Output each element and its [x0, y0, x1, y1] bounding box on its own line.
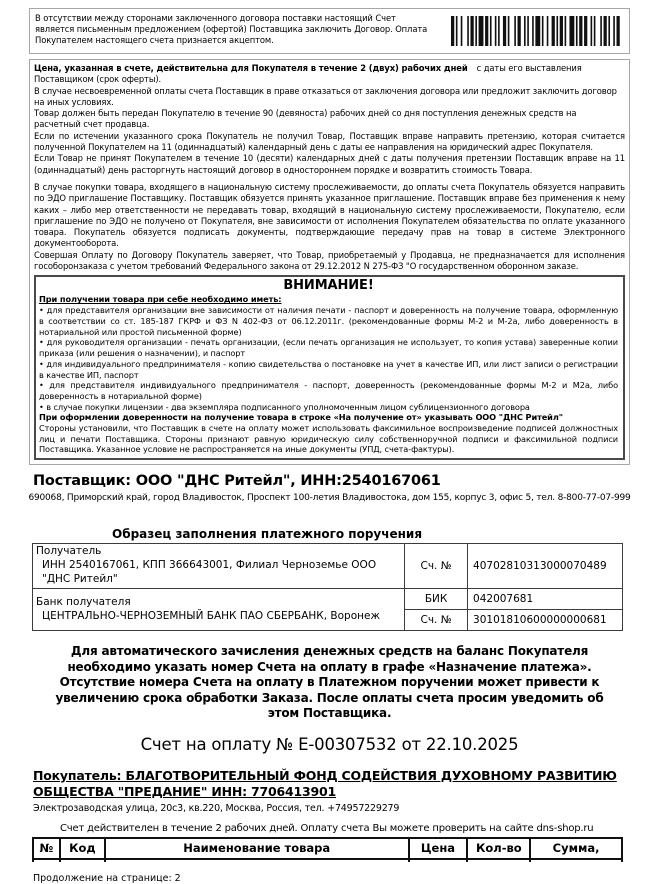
attention-bullet: • в случае покупки лицензии - два экземпляра подписанного уполномоченным лицом сублицензионного договора	[39, 401, 530, 412]
invoice-document	[0, 8, 659, 884]
attention-bullet: • для индивидуального предпринимателя - копию свидетельства о постановке на учет в качестве ИП, или лист записи о регистрации в качестве ИП, паспорт	[39, 358, 618, 380]
payment-recipient-label: Получатель	[36, 545, 102, 558]
validity-note: Счет действителен в течение 2 рабочих дней. Оплату счета Вы можете проверить на сайте dns-shop.ru	[60, 822, 594, 834]
offer-note-text: В отсутствии между сторонами заключенного договора поставки настоящий Счет является письменным предложением (офертой) Поставщика заключить Договор. Оплата Покупателем настоящего счета признается акцептом.	[35, 13, 428, 46]
payment-bank-cell	[33, 589, 405, 631]
goods-header-name: Наименование товара	[105, 838, 409, 859]
goods-header-number: №	[33, 838, 60, 859]
payment-bik-label: БИК	[405, 589, 468, 610]
terms-sentence: Если Товар не принят Покупателем в течение 10 (десяти) календарных дней с даты получения претензии Поставщик вправе на 11 (одиннадцатый) день расторгнуть настоящий договор в одностороннем порядке и возвратить стоимость Товара.	[34, 153, 625, 175]
terms-price-line-rest: с даты его выставления Поставщиком (срок оферты).	[34, 63, 582, 85]
payment-corr-label: Сч. №	[405, 610, 468, 631]
offer-note-box	[29, 8, 630, 54]
payment-account-value: 40702810313000070489	[468, 544, 623, 589]
payment-sample-table	[32, 543, 623, 631]
supplier-address: 690068, Приморский край, город Владивосток, Проспект 100-летия Владивостока, дом 155, корпус 3, офис 5, тел. 8-800-77-07-999	[28, 493, 631, 504]
goods-header-code: Код	[60, 838, 105, 859]
attention-bullet: • для представителя индивидуального предпринимателя - паспорт, доверенность (рекомендованные формы М-2 и М2а, либо доверенность в нотариальной форме)	[39, 380, 618, 401]
goods-header-sum: Сумма,	[530, 838, 622, 859]
terms-box	[29, 59, 630, 465]
payment-sample-title: Образец заполнения платежного поручения	[112, 527, 423, 542]
goods-table-header-row	[33, 838, 622, 859]
goods-table-partial-row	[33, 859, 622, 862]
payment-bank-value: ЦЕНТРАЛЬНО-ЧЕРНОЗЕМНЫЙ БАНК ПАО СБЕРБАНК, Воронеж	[42, 609, 380, 622]
attention-bullet: • для руководителя организации - печать организации, (если печать организация не использует, то копия устава) заверенные копии приказа (или решения о назначении), и паспорт	[39, 337, 618, 359]
payment-recipient-row	[33, 544, 623, 589]
attention-box	[34, 275, 625, 460]
continuation-note: Продолжение на странице: 2	[33, 872, 181, 884]
invoice-title: Счет на оплату № Е-00307532 от 22.10.2025	[140, 734, 519, 754]
terms-sentence: Если по истечении указанного срока Покупатель не получил Товар, Поставщик вправе направить претензию, которая считается полученной Покупателем на 11 (одиннадцатый) календарный день с даты ее направления на юридический адрес Покупателя.	[34, 130, 625, 153]
attention-poa-note: При оформлении доверенности на получение товара в строке «На получение от» указывать ООО "ДНС Ритейл"	[39, 412, 563, 423]
buyer-title: Покупатель: БЛАГОТВОРИТЕЛЬНЫЙ ФОНД СОДЕЙСТВИЯ ДУХОВНОМУ РАЗВИТИЮ ОБЩЕСТВА "ПРЕДАНИЕ" ИНН: 7706413901	[33, 767, 617, 799]
payment-recipient-value: ИНН 2540167061, КПП 366643001, Филиал Черноземье ООО "ДНС Ритейл"	[42, 559, 377, 586]
goods-header-qty: Кол-во	[467, 838, 530, 859]
attention-intro: При получении товара при себе необходимо иметь:	[39, 294, 282, 305]
terms-price-line-bold: Цена, указанная в счете, действительна для Покупателя в течение 2 (двух) рабочих дней	[34, 63, 468, 73]
attention-bullet: • для представителя организации вне зависимости от наличия печати - паспорт и доверенность на получение товара, оформленную в соответствии со ст. 185-187 ГКРФ и ФЗ N 402-ФЗ от 06.12.2011г. (рекомендованные формы М-2 и М-2а, либо доверенность в нотариальной или простой письменной форме)	[39, 305, 618, 337]
terms-sentence: В случае несвоевременной оплаты счета Поставщик в праве отказаться от заключения договора или предложит заключить договор на иных условиях.	[34, 85, 617, 107]
payment-bank-label: Банк получателя	[36, 595, 131, 608]
terms-traceability-paragraph: В случае покупки товара, входящего в национальную систему прослеживаемости, до оплаты счета Покупатель обязуется направить по ЭДО приглашение Поставщику. Поставщик обязуется принять указанное приглашение. Поставщик вправе без применения к нему каких – либо мер ответственности не передавать товар, входящий в национальную систему прослеживаемости, Покупателю, если приглашение по ЭДО не получено от Покупателя, вне зависимости от исполнения Покупателем обязательства по оплате указанного товара. Покупатель обязуется подписать документы, подтверждающие передачу прав на товар в системе Электронного документооборота.	[34, 181, 625, 249]
payment-corr-value: 30101810600000000681	[468, 610, 623, 631]
goods-table	[32, 837, 623, 862]
auto-credit-note: Для автоматического зачисления денежных средств на баланс Покупателя необходимо указать номер Счета на оплату в графе «Назначение платежа». Отсутствие номера Счета на оплату в Платежном поручении может привести к увеличению срока обработки Заказа. После оплаты счета просим уведомить об этом Поставщика.	[55, 644, 604, 721]
terms-price-line	[34, 63, 625, 86]
payment-bik-value: 042007681	[468, 589, 623, 610]
goods-header-price: Цена	[409, 838, 468, 859]
terms-sentence: Товар должен быть передан Покупателю в течение 90 (девяноста) рабочих дней со дня поступления денежных средств на расчетный счет продавца.	[34, 108, 577, 130]
payment-account-label: Сч. №	[405, 544, 468, 589]
terms-defense-paragraph: Совершая Оплату по Договору Покупатель заверяет, что Товар, приобретаемый у Продавца, не предназначается для исполнения гособоронзаказа с учетом требований Федерального закона от 29.12.2012 N 275-ФЗ "О государственном оборонном заказе.	[34, 249, 625, 272]
buyer-address: Электрозаводская улица, 20с3, кв.220, Москва, Россия, тел. +74957229279	[33, 802, 400, 814]
attention-facsimile-note: Стороны установили, что Поставщик в счете на оплату может использовать факсимильное воспроизведение подписей должностных лиц и печати Поставщика. Стороны признают равную юридическую силу собственноручной подписи и факсимильной подписи Поставщика. Указанное условие не распространяется на иные документы (УПД, счета-фактуры).	[39, 423, 618, 455]
payment-recipient-cell	[33, 544, 405, 589]
payment-bank-row	[33, 589, 623, 610]
barcode	[451, 16, 623, 46]
supplier-title: Поставщик: ООО "ДНС Ритейл", ИНН:2540167061	[33, 473, 441, 490]
attention-title: ВНИМАНИЕ!	[283, 278, 374, 294]
